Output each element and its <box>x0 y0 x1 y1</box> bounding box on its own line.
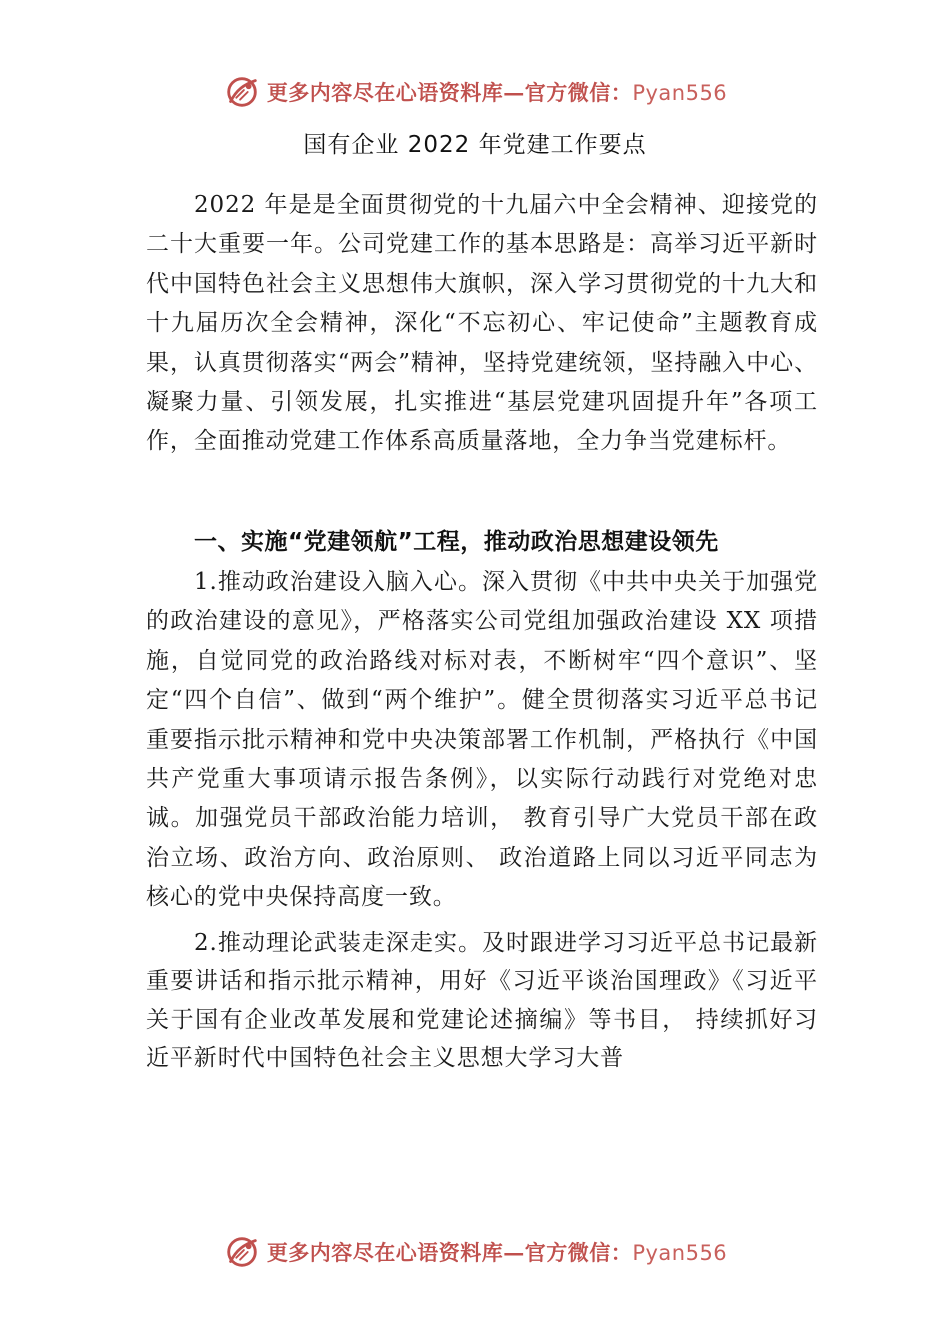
watermark-text <box>267 1237 727 1267</box>
logo-icon <box>223 73 261 111</box>
watermark-banner-top <box>0 72 950 112</box>
watermark-text-cn: 更多内容尽在心语资料库—官方微信： <box>266 80 633 105</box>
item-2-text: 2.推动理论武装走深走实。及时跟进学习习近平总书记最新重要讲话和指示批示精神，用好《习近平谈治国理政》《习近平关于国有企业改革发展和党建论述摘编》等书目， 持续抓好习近平新时代中国特色社会主义思想大学习大普 <box>146 930 818 1072</box>
intro-paragraph <box>146 186 818 462</box>
logo-icon <box>223 1233 261 1271</box>
intro-text: 2022 年是是全面贯彻党的十九届六中全会精神、迎接党的二十大重要一年。公司党建工作的基本思路是：高举习近平新时代中国特色社会主义思想伟大旗帜，深入学习贯彻党的十九大和十九届历次全会精神，深化“不忘初心、牢记使命”主题教育成果，认真贯彻落实“两会”精神，坚持党建统领，坚持融入中心、凝聚力量、引领发展，扎实推进“基层党建巩固提升年”各项工作，全面推动党建工作体系高质量落地，全力争当党建标杆。 <box>146 192 818 455</box>
watermark-wechat-id: Pyan556 <box>632 81 728 105</box>
document-title: 国有企业 2022 年党建工作要点 <box>303 132 647 158</box>
section-heading-1: 一、实施“党建领航”工程，推动政治思想建设领先 <box>194 529 719 555</box>
watermark-banner-bottom <box>0 1232 950 1272</box>
item-1-text: 1.推动政治建设入脑入心。深入贯彻《中共中央关于加强党的政治建设的意见》，严格落实公司党组加强政治建设 XX 项措施，自觉同党的政治路线对标对表，不断树牢“四个意识”、坚定“四个自信”、做到“两个维护”。健全贯彻落实习近平总书记重要指示批示精神和党中央决策部署工作机制，严格执行《中国共产党重大事项请示报告条例》，以实际行动践行对党绝对忠诚。加强党员干部政治能力培训， 教育引导广大党员干部在政治立场、政治方向、政治原则、 政治道路上同以习近平同志为核心的党中央保持高度一致。 <box>146 569 818 911</box>
watermark-wechat-id: Pyan556 <box>632 1241 728 1265</box>
item-2-paragraph <box>146 924 818 1078</box>
item-1-paragraph <box>146 563 818 918</box>
watermark-text-cn: 更多内容尽在心语资料库—官方微信： <box>266 1240 633 1265</box>
watermark-text <box>267 77 727 107</box>
